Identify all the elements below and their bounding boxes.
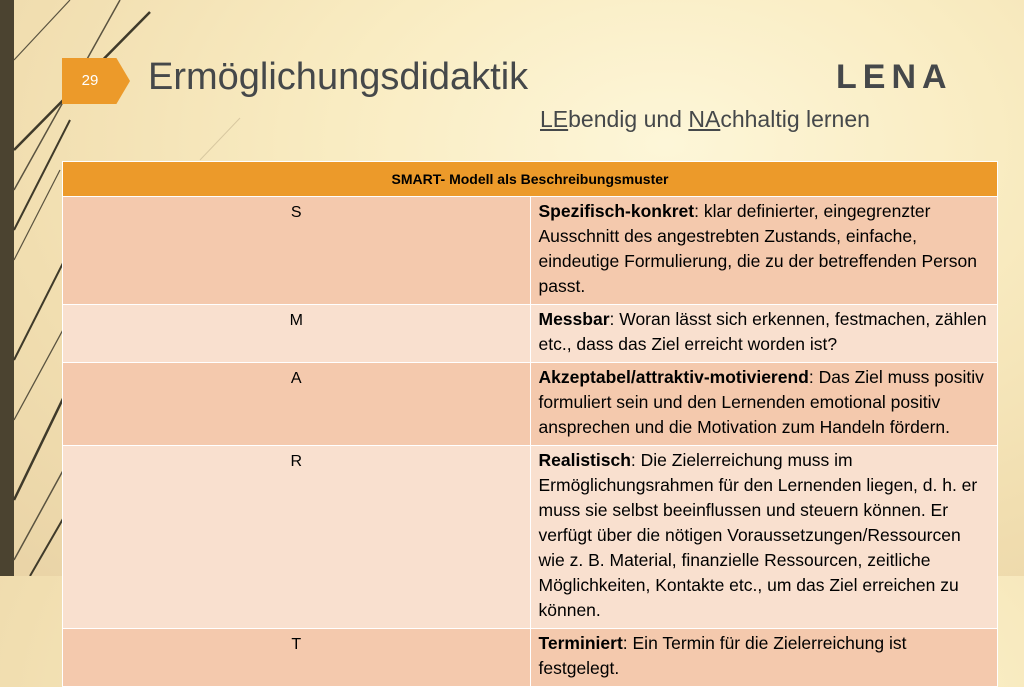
table-row xyxy=(63,629,998,687)
row-description xyxy=(530,629,998,687)
row-term: Messbar xyxy=(538,309,610,329)
row-text: : Das Ziel muss positiv formuliert sein und den Lernenden emotional positiv ansprechen und die Motivation zum Handeln fördern. xyxy=(538,367,984,437)
subtitle-text-2: chhaltig lernen xyxy=(720,106,870,132)
smart-model-table xyxy=(62,161,998,687)
slide-number: 29 xyxy=(81,72,99,89)
table-row xyxy=(63,197,998,305)
row-text: : Die Zielerreichung muss im Ermöglichungsrahmen für den Lernenden liegen, d. h. er muss sie selbst beeinflussen und steuern können. Er verfügt über die nötigen Voraussetzungen/Ressourcen wie z. B. Material, finanzielle Ressourcen, zeitliche Möglichkeiten, Kontakte etc., um das Ziel erreichen zu können. xyxy=(538,450,978,620)
row-letter: T xyxy=(63,629,531,687)
row-letter: A xyxy=(63,363,531,446)
brand-title: LENA xyxy=(836,58,953,96)
subtitle-underlined-le: LE xyxy=(540,106,569,132)
slide-subtitle xyxy=(540,106,870,133)
table-row xyxy=(63,305,998,363)
table-row xyxy=(63,363,998,446)
row-description xyxy=(530,197,998,305)
slide-title: Ermöglichungsdidaktik xyxy=(148,56,529,98)
table-row xyxy=(63,446,998,629)
row-term: Spezifisch-konkret xyxy=(538,201,695,221)
row-text: : klar definierter, eingegrenzter Ausschnitt des angestrebten Zustands, einfache, eindeutige Formulierung, die zu der betreffenden Person passt. xyxy=(538,201,977,296)
row-description xyxy=(530,305,998,363)
row-text: : Woran lässt sich erkennen, festmachen, zählen etc., dass das Ziel erreicht worden ist? xyxy=(538,309,987,354)
row-description xyxy=(530,363,998,446)
subtitle-text-1: bendig und xyxy=(568,106,689,132)
table-header: SMART- Modell als Beschreibungsmuster xyxy=(63,162,998,197)
row-text: : Ein Termin für die Zielerreichung ist festgelegt. xyxy=(538,633,907,678)
row-letter: R xyxy=(63,446,531,629)
row-term: Realistisch xyxy=(538,450,631,470)
row-letter: M xyxy=(63,305,531,363)
row-letter: S xyxy=(63,197,531,305)
row-description xyxy=(530,446,998,629)
row-term: Akzeptabel/attraktiv-motivierend xyxy=(538,367,809,387)
row-term: Terminiert xyxy=(538,633,623,653)
subtitle-underlined-na: NA xyxy=(688,106,721,132)
